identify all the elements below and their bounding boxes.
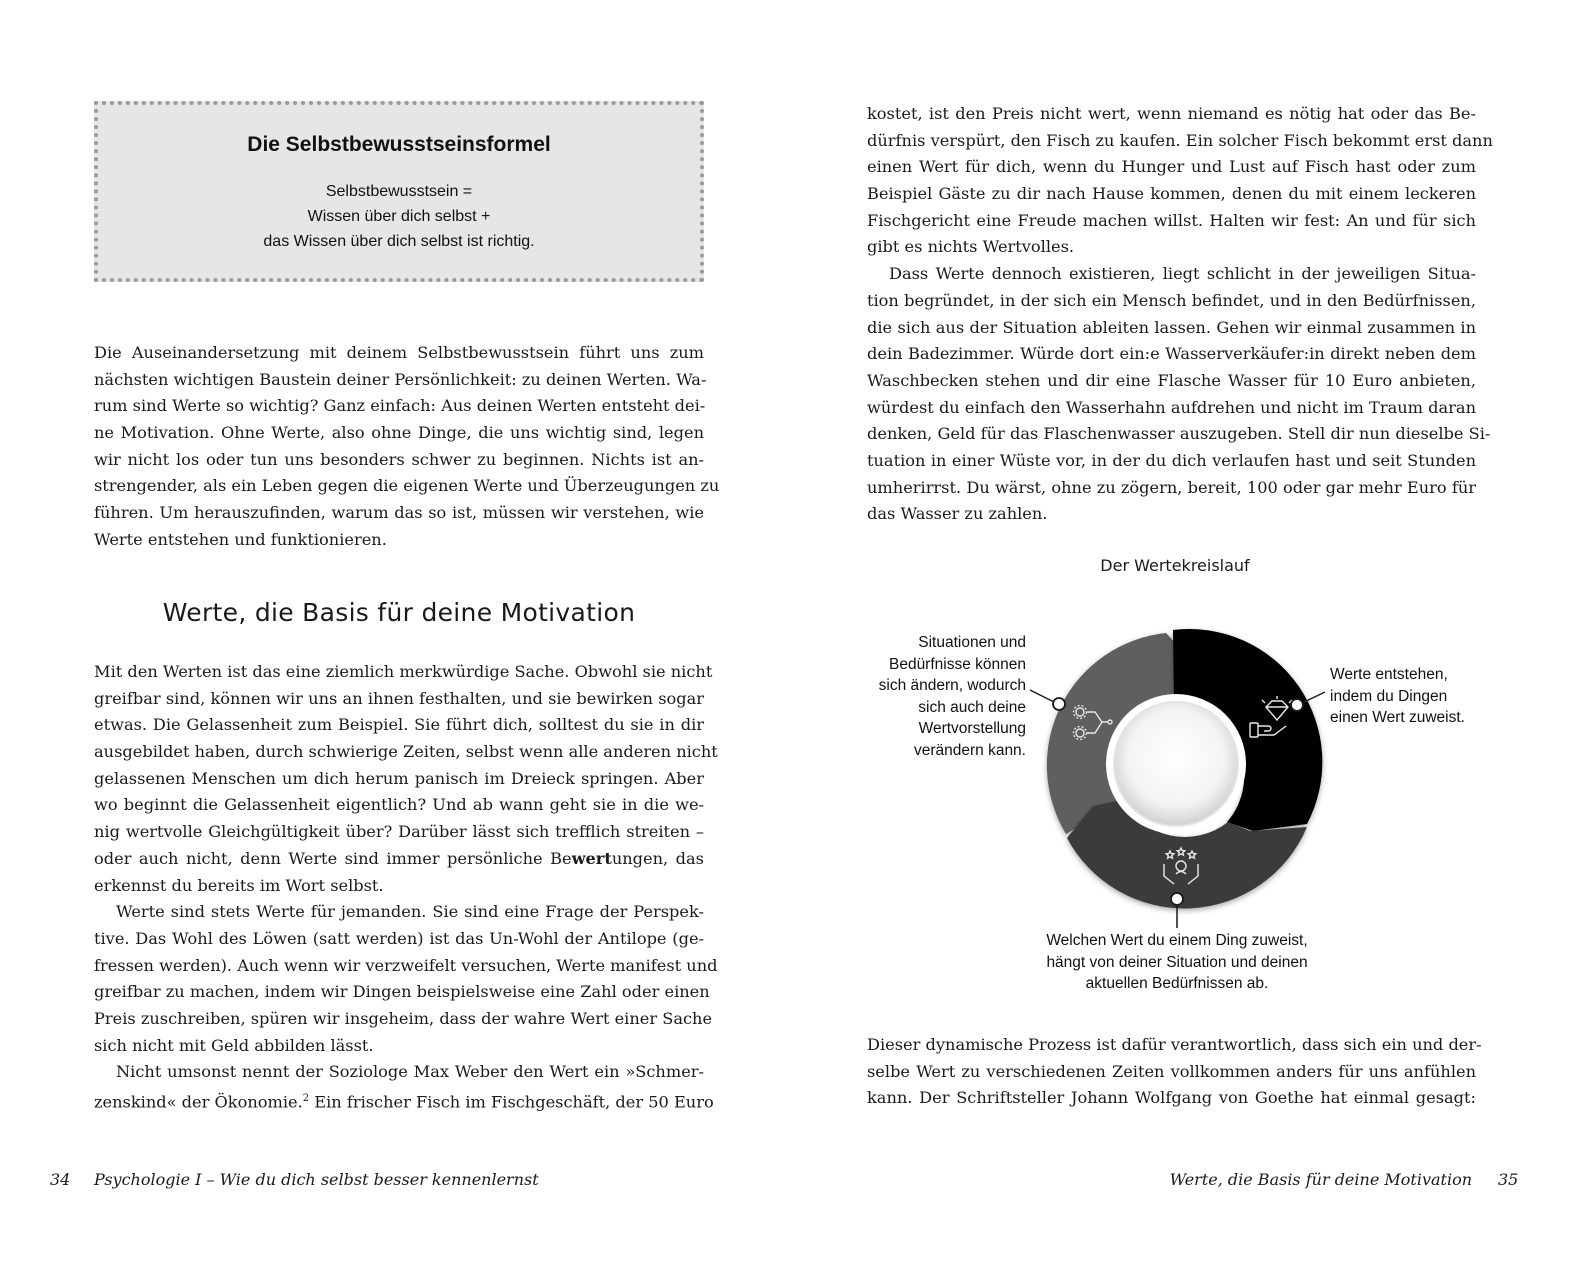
text-line: dürfnis verspürt, den Fisch zu kaufen. Ein solcher Fisch bekommt erst dann (867, 130, 1493, 150)
text-line: nig wertvolle Gleichgültigkeit über? Darüber lässt sich trefflich streiten – (94, 822, 704, 842)
label-line: verändern kann. (913, 741, 1026, 759)
running-title: Werte, die Basis für deine Motivation (1169, 1170, 1472, 1189)
text-line: kostet, ist den Preis nicht wert, wenn niemand es nötig hat oder das Be- (867, 104, 1476, 123)
callout-label-values (1330, 664, 1550, 729)
text-run: ungen, das (611, 848, 704, 868)
label-line: Werte entstehen, (1330, 666, 1448, 683)
text-run: oder auch nicht, denn Werte sind immer persönliche Be (94, 848, 572, 868)
text-line: Dieser dynamische Prozess ist dafür verantwortlich, dass sich ein und der- (867, 1035, 1482, 1054)
label-line: einen Wert zuweist. (1330, 709, 1465, 726)
text-line: selbe Wert zu verschiedenen Zeiten vollkommen anders für uns anfühlen (867, 1061, 1476, 1081)
text-run: zenskind« der Ökonomie. (94, 1092, 303, 1112)
text-line: Dass Werte dennoch existieren, liegt schlicht in der jeweiligen Situa- (889, 264, 1476, 284)
text-line: Beispiel Gäste zu dir nach Hause kommen, denen du mit einem leckeren (867, 184, 1476, 204)
formula-line: Selbstbewusstsein = (325, 183, 473, 200)
text-line: tion begründet, in der sich ein Mensch befindet, und in den Bedürfnissen, (867, 290, 1476, 310)
label-line: Situationen und (918, 634, 1026, 651)
page-number: 35 (1498, 1170, 1519, 1189)
label-line: Welchen Wert du einem Ding zuweist, (1046, 932, 1308, 949)
text-line: Fischgericht eine Freude machen willst. Halten wir fest: An und für sich (867, 210, 1476, 230)
text-line: nächsten wichtigen Baustein deiner Persönlichkeit: zu deinen Werten. Wa- (94, 369, 707, 389)
running-title: Psychologie I – Wie du dich selbst besser kennenlernst (94, 1170, 539, 1189)
text-line: Die Auseinandersetzung mit deinem Selbstbewusstsein führt uns zum (94, 343, 704, 362)
text-line: greifbar zu machen, indem wir Dingen beispielsweise eine Zahl oder einen (94, 982, 710, 1002)
label-line: Bedürfnisse können (888, 655, 1026, 673)
text-line: sich nicht mit Geld abbilden lässt. (94, 1035, 374, 1055)
text-line: wo beginnt die Gelassenheit eigentlich? Und ab wann geht sie in die we- (94, 795, 704, 815)
formula-line: Wissen über dich selbst + (307, 208, 491, 225)
text-line: strengender, als ein Leben gegen die eigenen Werte und Überzeugungen zu (94, 476, 720, 496)
formula-line: das Wissen über dich selbst ist richtig. (263, 233, 535, 250)
text-line: würdest du einfach den Wasserhahn aufdrehen und nicht im Traum daran (867, 397, 1476, 417)
page-number: 34 (50, 1170, 71, 1189)
label-line: indem du Dingen (1330, 687, 1448, 705)
text-line: ne Motivation. Ohne Werte, also ohne Dinge, die uns wichtig sind, legen (94, 423, 704, 443)
text-line: fressen werden). Auch wenn wir verzweifelt versuchen, Werte manifest und (94, 955, 718, 975)
text-line: greifbar sind, können wir uns an ihnen festhalten, und sie bewirken sogar (94, 688, 704, 708)
text-line: die sich aus der Situation ableiten lassen. Gehen wir einmal zusammen in (867, 317, 1476, 337)
callout-line-left (1030, 690, 1056, 703)
text-line: das Wasser zu zahlen. (867, 504, 1048, 524)
text-line: tive. Das Wohl des Löwen (satt werden) ist das Un-Wohl der Antilope (ge- (94, 928, 704, 948)
label-line: aktuellen Bedürfnissen ab. (1085, 975, 1269, 992)
text-line: tuation in einer Wüste vor, in der du dich verlaufen hast und seit Stunden (867, 450, 1476, 470)
text-line: rum sind Werte so wichtig? Ganz einfach: Aus deinen Werten entsteht dei- (94, 396, 706, 416)
text-line: etwas. Die Gelassenheit zum Beispiel. Sie führt dich, solltest du sie in dir (94, 715, 704, 735)
text-line: umherirrst. Du wärst, ohne zu zögern, bereit, 100 oder gar mehr Euro für (867, 477, 1476, 497)
section-heading: Werte, die Basis für deine Motivation (162, 598, 636, 627)
text-line: Waschbecken stehen und dir eine Flasche Wasser für 10 Euro anbieten, (867, 370, 1476, 390)
callout-dot-bottom (1171, 893, 1183, 905)
text-line: ausgebildet haben, durch schwierige Zeiten, selbst wenn alle anderen nicht (94, 742, 718, 762)
bold-text: wert (571, 848, 612, 868)
label-line: sich auch deine (918, 698, 1026, 716)
diagram-title: Der Wertekreislauf (1100, 556, 1250, 575)
callout-dot-left (1053, 698, 1065, 710)
text-line: gelassenen Menschen um dich herum panisch im Dreieck springen. Aber (94, 768, 704, 788)
label-line: Wertvorstellung (918, 720, 1026, 737)
label-line: sich ändern, wodurch (878, 677, 1026, 694)
text-line: gibt es nichts Wertvolles. (867, 237, 1075, 257)
callout-label-situations (840, 632, 1026, 761)
text-line: kann. Der Schriftsteller Johann Wolfgang von Goethe hat einmal gesagt: (867, 1088, 1476, 1108)
cycle-center-inner (1114, 702, 1238, 826)
formula-title: Die Selbstbewusstseinsformel (247, 133, 551, 156)
text-line: dein Badezimmer. Würde dort ein:e Wasserverkäufer:in direkt neben dem (867, 344, 1476, 364)
text-line: Preis zuschreiben, spüren wir insgeheim, dass der wahre Wert einer Sache (94, 1008, 713, 1028)
text-run: Ein frischer Fisch im Fischgeschäft, der 50 Euro (309, 1092, 714, 1112)
text-line: führen. Um herauszufinden, warum das so ist, müssen wir verstehen, wie (94, 503, 704, 523)
text-line: denken, Geld für das Flaschenwasser auszugeben. Stell dir nun dieselbe Si- (867, 424, 1491, 444)
callout-label-needs (1010, 930, 1344, 995)
text-line: Mit den Werten ist das eine ziemlich merkwürdige Sache. Obwohl sie nicht (94, 662, 713, 681)
text-line: wir nicht los oder tun uns besonders schwer zu beginnen. Nichts ist an- (94, 449, 704, 469)
text-line: Werte sind stets Werte für jemanden. Sie sind eine Frage der Perspek- (116, 902, 704, 922)
text-line: erkennst du bereits im Wort selbst. (94, 875, 384, 895)
footnote-marker[interactable]: 2 (302, 1093, 310, 1104)
text-line: Nicht umsonst nennt der Soziologe Max Weber den Wert ein »Schmer- (116, 1062, 704, 1082)
text-line: Werte entstehen und funktionieren. (94, 529, 387, 549)
text-line: einen Wert für dich, wenn du Hunger und Lust auf Fisch hast oder zum (867, 157, 1476, 177)
callout-dot-right (1291, 699, 1303, 711)
label-line: hängt von deiner Situation und deinen (1046, 953, 1308, 971)
